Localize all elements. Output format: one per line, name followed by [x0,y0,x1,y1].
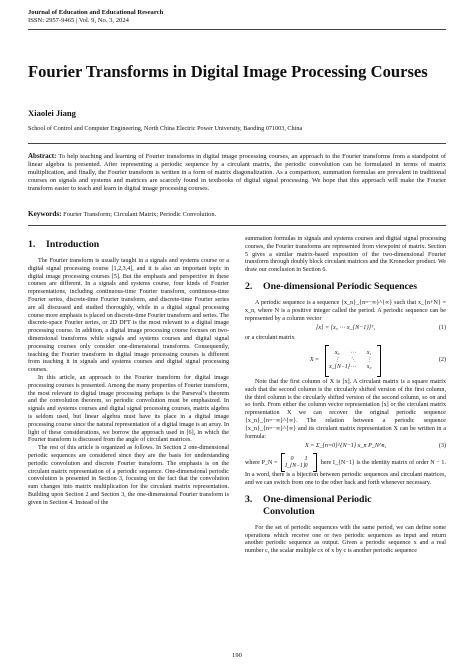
matrix-cell: ⋱ [350,357,357,364]
equation-1-number: (1) [438,325,446,332]
right-column [245,236,446,556]
matrix-cell: ⋮ [334,357,341,364]
section-title: One-dimensional Periodic Sequences [263,280,418,292]
intro-paragraph-1: The Fourier transform is usually taught in a signals and systems course or a digital signal processing course [1,2,3,4], and it is also an important topic in digital image processing courses [5]. But the emphasis and perspective in these courses are different. In a signals and systems course, four kinds of Fourier representations, including continuous-time Fourier transform, continuous-time Fourier series, discrete-time Fourier transform, and discrete-time Fourier series are all discussed and studied thoroughly, while in a digital signal processing course more emphasis is placed on discrete-time Fourier transform and series. The discrete-space Fourier series, or 2D DFT is the most relevant to a digital image processing course. In addition, a digital image processing course focuses on two-dimensional transforms while signals and systems courses and digital signal processing courses only consider one-dimensional transforms. Consequently, teaching the Fourier transform in digital image processing courses is different from teaching it in signals and systems courses and digital signal processing courses. [28,258,229,374]
intro-paragraph-continued: summation formulas in signals and systems courses and digital signal processing courses, the Fourier transforms are represented from viewpoint of matrix. Section 5 gives a similar matrix-based exposition of the two-dimensional Fourier transform through doubly block circulant matrices and the Kronecker product. We draw our conclusion in Section 6. [245,236,446,274]
matrix-cell: ⋯ [350,350,357,357]
abstract-top-rule [28,143,446,144]
journal-issn: ISSN: 2957-9465 | Vol. 9, No. 3, 2024 [28,17,129,24]
keywords [28,210,216,218]
matrix-cell: x₀ [366,364,372,371]
equation-3-body: X = Σ_{n=0}^{N−1} x_n P_N^n, [304,443,387,450]
intro-paragraph-3: The rest of this article is organized as follows. In Section 2 one-dimensional periodic sequences are considered since they are the basis for understanding periodic convolution and discrete Fourier transform. The emphasis is on the circulant matrix representation of a periodic sequence. One-dimensional periodic convolution is presented in Section 3, focusing on the fact that the convolution sum changes into matrix multiplication for the circulant matrix representation. Building upon Section 2 and Section 3, the one-dimensional Fourier transform is given in Section 4. Instead of the [28,445,229,506]
abstract-text: To help teaching and learning of Fourier transforms in digital image processing courses, an approach to the Fourier transforms from a standpoint of linear algebra is presented. After representing a periodic sequence by a circulant matrix, the periodic convolution can be formulated in terms of matrix multiplication, and finally, the Fourier transform is written in a form of matrix diagonalization. As a comparison, summation formulas are prevalent in traditional courses on signals and systems and matrices are scarcely found in textbooks of digital signal processing. We hope that this approach will make the Fourier transform easier to teach and learn in digital image processing courses. [28,153,446,193]
keywords-bottom-rule [28,225,446,226]
equation-2 [245,345,446,377]
section-heading-periodic-sequences [245,281,446,293]
header-rule [28,29,446,30]
section3-paragraph-1: For the set of periodic sequences with the same period, we can define some operations which receive one or two periodic sequences as input and return another periodic sequence as output. Given a periodic sequence x and a real number c, the scalar multiple cx of x by c is another periodic sequence [245,524,446,555]
author-name: Xiaolei Jiang [28,108,76,118]
author-affiliation: School of Control and Computer Engineering, North China Electric Power University, Baoding 071003, China [28,125,303,132]
abstract [28,152,446,193]
matrix-cell: x_{N−1} [329,364,350,371]
matrix-cell: 0 [290,455,294,462]
journal-title: Journal of Education and Educational Research [28,9,164,16]
matrix-cell: 1 [304,455,308,462]
permutation-matrix [281,453,317,472]
section-title: Introduction [46,239,100,250]
where-text: where P_N = [245,460,278,467]
paper-title: Fourier Transforms in Digital Image Processing Courses [28,62,428,81]
matrix-cell: ⋯ [350,364,357,371]
matrix-cell: ⋮ [366,357,373,364]
matrix-grid [285,456,313,470]
equation-2-lhs: X = [309,357,320,364]
matrix-cell: x₁ [366,350,372,357]
section2-paragraph-1: A periodic sequence is a sequence {x_n}_{n=−∞}^{∞} such that x_{n+N} = x_n, where N is a positive integer called the period. A periodic sequence can be represented by a column vector [245,299,446,322]
intro-paragraph-2: In this article, an approach to the Fourier transform for digital image processing courses is presented. Among the many properties of Fourier transform, the most relevant to digital image processing perhaps is the Parseval’s theorem and the convolution theorem, so periodic convolution must be emphasized. In signals and systems courses and digital signal processing courses, matrix algebra is seldom used, but linear algebra must have its place in a digital image processing course since the natural representation of a digital image is an array. In light of these considerations, we borrow the approach used in [6], in which the Fourier transform is discussed from the angle of circulant matrices. [28,374,229,444]
equation-3-number: (3) [438,443,446,450]
where-continued-text: here I_{N−1} is the identity matrix of order N − 1. In a word, there is a bijection between periodic sequences and circulant matrices, and we can switch from one to the other back and forth whenever necessary. [245,460,446,486]
section-title-line-2: Convolution [263,505,315,517]
keywords-text: Fourier Transform; Circulant Matrix; Periodic Convolution. [63,211,217,218]
equation-3 [245,443,446,451]
matrix-cell: x₀ [334,350,340,357]
matrix-grid [329,350,377,371]
journal-header [28,9,163,25]
matrix-cell: 0 [304,462,308,469]
equation-2-number: (2) [438,357,446,364]
permutation-matrix-paragraph [245,453,446,488]
equation-1 [245,325,446,333]
circulant-matrix [325,345,381,377]
section-title-line-1: One-dimensional Periodic [263,493,372,505]
circulant-intro-text: or a circulant matrix [245,335,295,342]
matrix-right-bracket [313,453,317,472]
matrix-right-bracket [377,345,381,377]
section-heading-periodic-convolution [245,494,446,518]
keywords-label: Keywords: [28,210,62,218]
section-heading-introduction [28,239,229,251]
left-column [28,236,229,508]
section-number: 3. [245,493,253,505]
section-number: 1. [28,239,36,250]
matrix-cell: I_{N−1} [285,462,306,469]
page-number: 190 [232,652,242,659]
abstract-label: Abstract: [28,152,57,160]
section2-paragraph-2: Note that the first column of X is [x]. A circulant matrix is a square matrix such that the second column is the circularly shifted version of the first column, the third column is the circularly shifted version of the second column, so on and so forth. From either the column vector representation [x] or the circulant matrix representation X we can recover the original periodic sequence {x_n}_{n=−∞}^{∞}. The relation between a periodic sequence {x_n}_{n=−∞}^{∞} and its circulant matrix representation X can be written in a formula: [245,378,446,440]
section-number: 2. [245,280,253,292]
equation-1-body: [x] = [x₀ ⋯ x_{N−1}]ᵀ, [315,325,376,332]
